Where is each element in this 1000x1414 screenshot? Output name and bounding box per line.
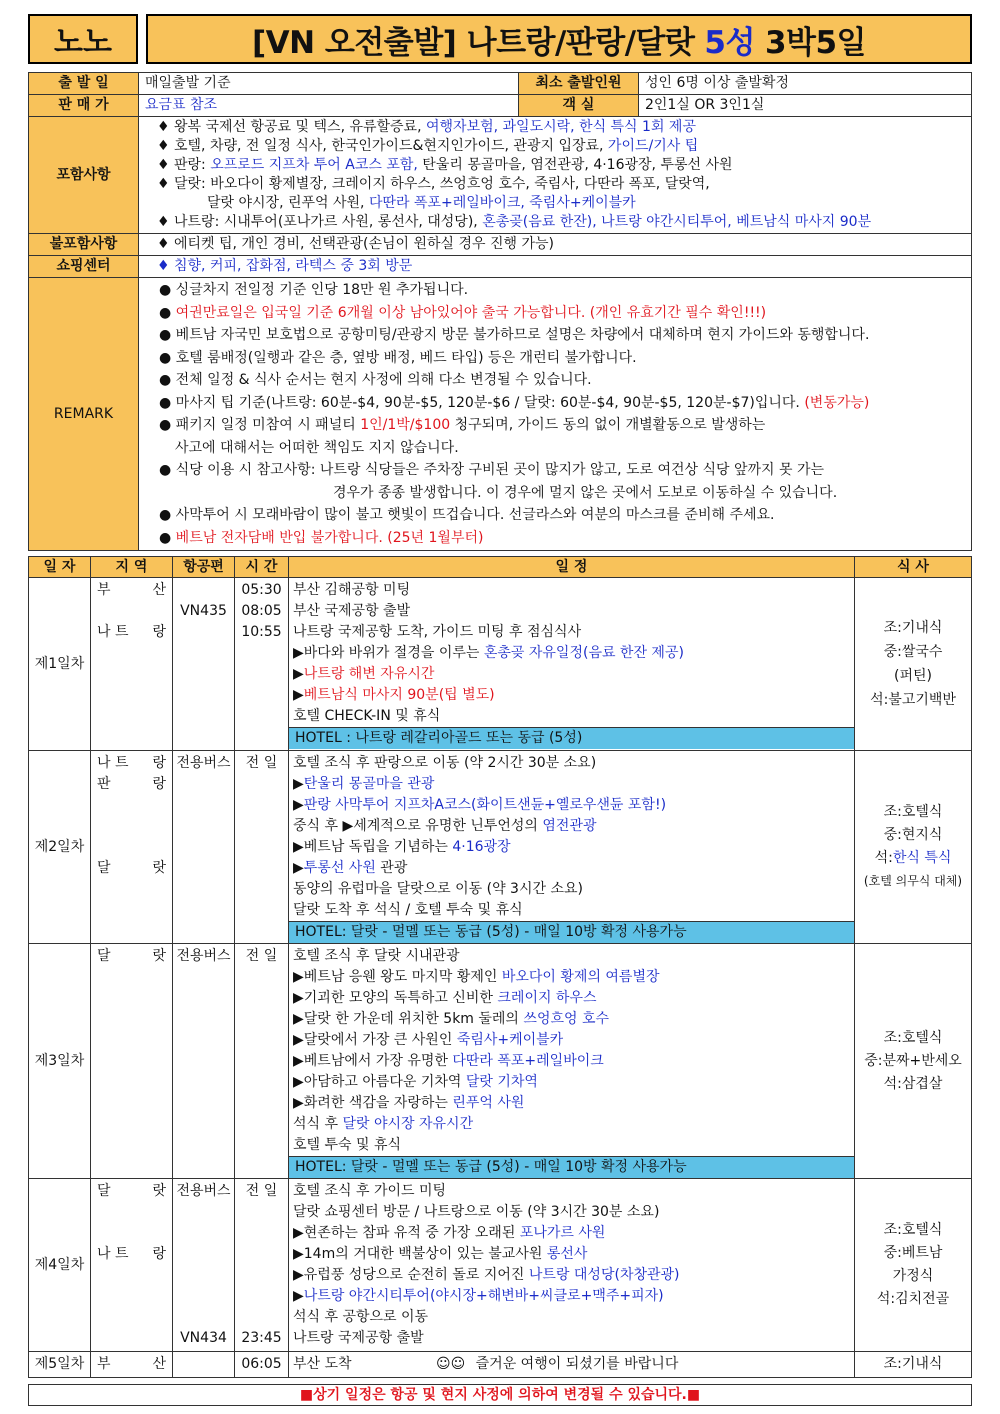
remark-item: ● 베트남 자국민 보호법으로 공항미팅/관광지 방문 불가하므로 설명은 차량에서 대체하며 현지 가이드와 동행합니다. [159,327,870,343]
remark-item: ● 여권만료일은 입국일 기준 6개월 이상 남아있어야 출국 가능합니다. (개인 유효기간 필수 확인!!!) [159,304,767,321]
shopping-label: 쇼핑센터 [29,256,139,278]
schedule-line: 호텔 조식 후 판랑으로 이동 (약 2시간 30분 소요) [293,755,597,771]
brand-box [28,14,138,64]
region-cell: 나 트 랑 판 랑 달 랏 [91,751,173,944]
schedule-line: ▶베트남식 마사지 90분(팁 별도) [293,687,495,703]
schedule-line: 호텔 CHECK-IN 및 휴식 [293,708,441,724]
time-cell: 06:05 [235,1352,289,1378]
title-suffix: 3박5일 [764,24,866,61]
schedule-line: 호텔 조식 후 달랏 시내관광 [293,948,460,964]
title-main: [VN 오전출발] 나트랑/판랑/달랏 [252,24,695,61]
day-row-2 [29,751,972,944]
schedule-line: ▶나트랑 해변 자유시간 [293,666,435,682]
exclude-label: 불포함사항 [29,234,139,256]
schedule-line: ▶아담하고 아름다운 기차역 달랏 기차역 [293,1074,538,1090]
schedule-line: ▶베트남 독립을 기념하는 4·16광장 [293,839,511,855]
min-people-label: 최소 출발인원 [519,73,639,95]
schedule-cell [289,1352,855,1378]
schedule-line: ▶나트랑 야간시티투어(야시장+해변바+씨클로+맥주+피자) [293,1288,664,1304]
remark-item: ● 사막투어 시 모래바람이 많이 불고 햇빛이 뜨겁습니다. 선글라스와 여분의 마스크를 준비해 주세요. [159,507,775,523]
remark-item: ● 싱글차지 전일정 기준 인당 18만 원 추가됩니다. [159,282,469,298]
schedule-line: ▶바다와 바위가 절경을 이루는 혼총곶 자유일정(음료 한잔 제공) [293,645,684,661]
footer-notice: ■상기 일정은 항공 및 현지 사정에 의하여 변경될 수 있습니다.■ [28,1384,972,1406]
schedule-line: 나트랑 국제공항 출발 [293,1330,424,1346]
day-row-3 [29,944,972,1179]
exclude-value: ♦ 에티켓 팁, 개인 경비, 선택관광(손님이 원하실 경우 진행 가능) [139,234,972,256]
meal-cell: 조:기내식 [855,1352,972,1378]
page-title [146,14,972,64]
header-flight: 항공편 [173,557,235,578]
schedule-line: 동양의 유럽마을 달랏으로 이동 (약 3시간 소요) [293,881,583,897]
meal-cell: 조:호텔식 중:분짜+반세오 석:삼겹살 [855,944,972,1179]
schedule-line: ▶달랏 한 가운데 위치한 5km 둘레의 쓰엉흐엉 호수 [293,1011,610,1027]
schedule-line: ▶베트남 응웬 왕도 마지막 황제인 바오다이 황제의 여름별장 [293,969,660,985]
include-item: ♦ 판랑: 오프로드 지프차 투어 A코스 포함, 탄울리 몽골마을, 염전관광, 4·16광장, 투롱선 사원 [157,157,733,173]
schedule-line: ▶기괴한 모양의 독특하고 신비한 크레이지 하우스 [293,990,597,1006]
include-label: 포함사항 [29,117,139,234]
region-cell: 부 산 나 트 랑 [91,578,173,751]
flight-cell: 전용버스 VN434 [173,1179,235,1352]
schedule-cell [289,1179,855,1352]
wish-text: 즐거운 여행이 되셨기를 바랍니다 [475,1356,679,1372]
region-cell: 달 랏 [91,944,173,1179]
schedule-line: ▶14m의 거대한 백불상이 있는 불교사원 롱선사 [293,1246,588,1262]
room-value: 2인1실 OR 3인1실 [639,95,972,117]
day-label: 제4일차 [29,1179,91,1352]
remark-item: ● 패키지 일정 미참여 시 패널티 1인/1박/$100 청구되며, 가이드 동의 없이 개별활동으로 발생하는 [159,417,766,433]
time-cell: 05:30 08:05 10:55 [235,578,289,751]
time-cell: 전 일 [235,944,289,1179]
itinerary-table [28,556,972,1378]
schedule-line: 호텔 조식 후 가이드 미팅 [293,1183,447,1199]
schedule-line: ▶유럽풍 성당으로 순전히 돌로 지어진 나트랑 대성당(차창관광) [293,1267,680,1283]
hotel-bar: HOTEL: 달랏 - 멀멜 또는 동급 (5성) - 매일 10방 확정 사용가능 [289,921,854,943]
include-item: ♦ 나트랑: 시내투어(포나가르 사원, 롱선사, 대성당), 혼총곶(음료 한잔), 나트랑 야간시티투어, 베트남식 마사지 90분 [157,214,872,230]
min-people-value: 성인 6명 이상 출발확정 [639,73,972,95]
remark-item: ● 베트남 전자담배 반입 불가합니다. (25년 1월부터) [159,529,484,546]
remark-item: 사고에 대해서는 어떠한 책임도 지지 않습니다. [175,439,459,456]
meal-cell: 조:호텔식 중:현지식 석:한식 특식 (호텔 의무식 대체) [855,751,972,944]
header-meal: 식 사 [855,557,972,578]
include-item: ♦ 호텔, 차량, 전 일정 식사, 한국인가이드&현지인가이드, 관광지 입장료, 가이드/기사 팁 [157,138,699,154]
schedule-line: 부산 국제공항 출발 [293,603,411,619]
meal-cell: 조:호텔식 중:베트남 가정식 석:김치전골 [855,1179,972,1352]
include-item: 달랏 야시장, 린푸억 사원, 다딴라 폭포+레일바이크, 죽림사+케이블카 [207,195,636,211]
flight-cell: VN435 [173,578,235,751]
schedule-line: ▶판랑 사막투어 지프차A코스(화이트샌듄+옐로우샌듄 포함!) [293,797,667,813]
hotel-bar: HOTEL : 나트랑 레갈리아골드 또는 동급 (5성) [289,727,854,749]
schedule-line: ▶투롱선 사원 관광 [293,860,408,876]
flight-cell [173,1352,235,1378]
title-highlight: 5성 [704,24,755,61]
day-label: 제3일차 [29,944,91,1179]
header-schedule: 일 정 [289,557,855,578]
departure-label: 출 발 일 [29,73,139,95]
time-cell: 전 일 23:45 [235,1179,289,1352]
departure-value: 매일출발 기준 [139,73,519,95]
schedule-cell [289,944,855,1179]
day-label: 제2일차 [29,751,91,944]
meal-cell: 조:기내식 중:쌀국수 (퍼틴) 석:불고기백반 [855,578,972,751]
schedule-line: ▶베트남에서 가장 유명한 다딴라 폭포+레일바이크 [293,1053,604,1069]
include-list [139,117,972,234]
price-label: 판 매 가 [29,95,139,117]
region-cell: 달 랏 나 트 랑 [91,1179,173,1352]
shopping-value: ♦ 침향, 커피, 잡화점, 라텍스 중 3회 방문 [139,256,972,278]
flight-cell: 전용버스 [173,751,235,944]
include-item: ♦ 달랏: 바오다이 황제별장, 크레이지 하우스, 쓰엉흐엉 호수, 죽림사, 다딴라 폭포, 달랏역, [157,176,710,192]
schedule-line: 부산 김해공항 미팅 [293,582,411,598]
schedule-cell [289,578,855,751]
remark-label: REMARK [29,278,139,551]
schedule-line: 석식 후 공항으로 이동 [293,1309,429,1325]
region-cell: 부 산 [91,1352,173,1378]
include-item: ♦ 왕복 국제선 항공료 및 텍스, 유류할증료, 여행자보험, 과일도시락, 한식 특식 1회 제공 [157,119,696,135]
schedule-line: 달랏 도착 후 석식 / 호텔 투숙 및 휴식 [293,902,523,918]
schedule-line: 석식 후 달랏 야시장 자유시간 [293,1116,474,1132]
remark-item: ● 마사지 팁 기준(나트랑: 60분-$4, 90분-$5, 120분-$6 / 달랏: 60분-$4, 90분-$5, 120분-$7)입니다. (변동가능) [159,394,870,411]
hotel-bar: HOTEL: 달랏 - 멀멜 또는 동급 (5성) - 매일 10방 확정 사용가능 [289,1156,854,1178]
header-region: 지 역 [91,557,173,578]
day-row-5 [29,1352,972,1378]
header-time: 시 간 [235,557,289,578]
price-value: 요금표 참조 [139,95,519,117]
remark-list [139,278,972,551]
schedule-line: 중식 후 ▶세계적으로 유명한 닌투언성의 염전관광 [293,818,597,834]
header-day: 일 자 [29,557,91,578]
schedule-line: ▶화려한 색감을 자랑하는 린푸억 사원 [293,1095,525,1111]
smiley-icon: ☺☺ [436,1356,466,1372]
day-label: 제1일차 [29,578,91,751]
arrive-text: 부산 도착 [293,1356,352,1372]
remark-item: ● 식당 이용 시 참고사항: 나트랑 식당들은 주차장 구비된 곳이 많지가 않고, 도로 여건상 식당 앞까지 못 가는 [159,462,825,478]
remark-item: ● 호텔 룸배정(일행과 같은 층, 옆방 배정, 베드 타입) 등은 개런티 불가합니다. [159,349,637,366]
remark-item: ● 전체 일정 & 식사 순서는 현지 사정에 의해 다소 변경될 수 있습니다. [159,372,592,388]
info-table [28,72,972,551]
day-label: 제5일차 [29,1352,91,1378]
schedule-line: 달랏 쇼핑센터 방문 / 나트랑으로 이동 (약 3시간 30분 소요) [293,1204,660,1220]
flight-cell: 전용버스 [173,944,235,1179]
day-row-1 [29,578,972,751]
remark-item: 경우가 종종 발생합니다. 이 경우에 멀지 않은 곳에서 도보로 이동하실 수 있습니다. [333,484,838,501]
schedule-line: ▶탄울리 몽골마을 관광 [293,776,435,792]
day-row-4 [29,1179,972,1352]
schedule-line: 나트랑 국제공항 도착, 가이드 미팅 후 점심식사 [293,624,582,640]
schedule-line: ▶달랏에서 가장 큰 사원인 죽림사+케이블카 [293,1032,564,1048]
brand-name: 노노 [54,25,112,60]
schedule-cell [289,751,855,944]
schedule-line: 호텔 투숙 및 휴식 [293,1137,402,1153]
room-label: 객 실 [519,95,639,117]
schedule-line: ▶현존하는 참파 유적 중 가장 오래된 포나가르 사원 [293,1225,606,1241]
time-cell: 전 일 [235,751,289,944]
